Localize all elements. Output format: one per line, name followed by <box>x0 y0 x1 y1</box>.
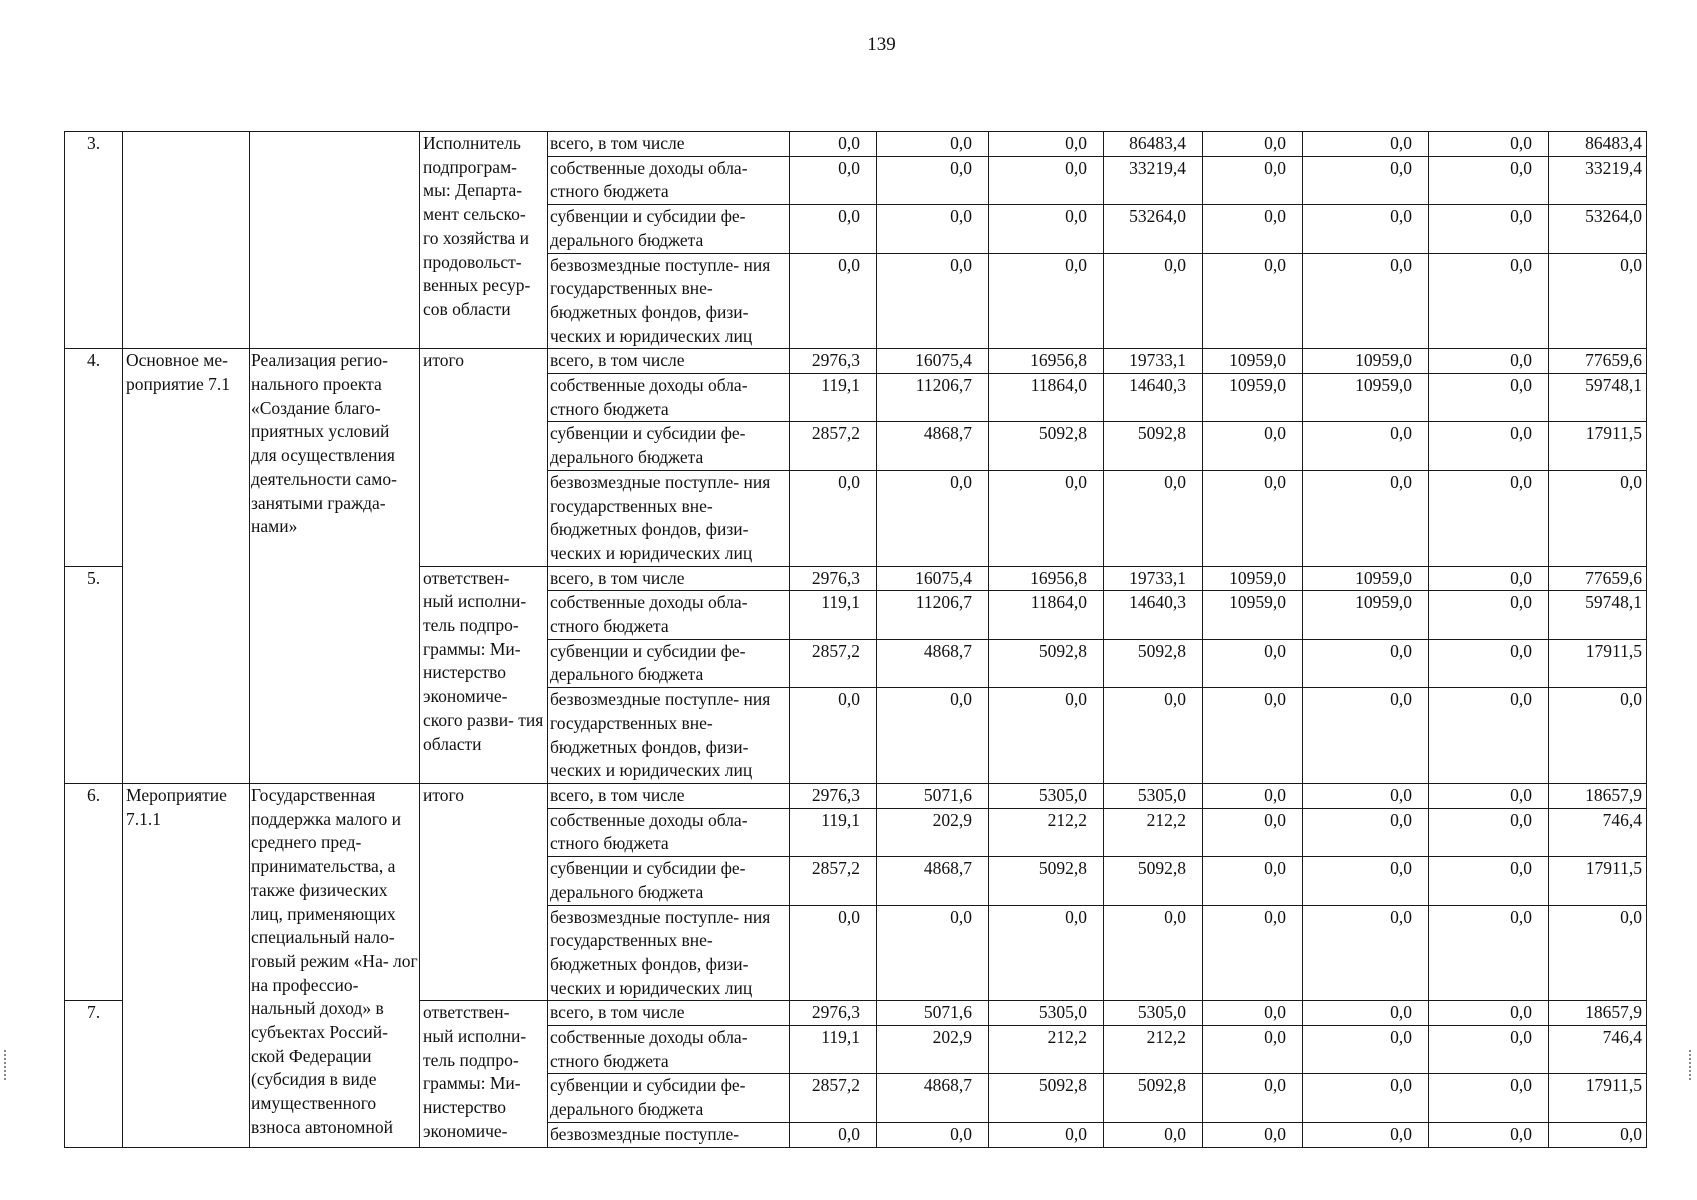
value-cell: 86483,4 <box>1549 132 1647 157</box>
value-cell: 0,0 <box>1203 1001 1303 1026</box>
value-cell: 0,0 <box>1303 422 1429 470</box>
value-cell: 5092,8 <box>1104 639 1203 687</box>
value-cell: 0,0 <box>790 470 877 566</box>
value-cell: 0,0 <box>1104 470 1203 566</box>
value-cell: 0,0 <box>877 688 989 784</box>
value-cell: 0,0 <box>1429 783 1549 808</box>
row-number: 5. <box>65 566 123 783</box>
budget-table-wrapper <box>64 131 1647 1148</box>
value-cell: 10959,0 <box>1203 566 1303 591</box>
funding-source: собственные доходы обла- стного бюджета <box>548 591 790 639</box>
funding-source: безвозмездные поступле- ния государственных вне- бюджетных фондов, физи- ческих и юридических лиц <box>548 905 790 1001</box>
value-cell: 10959,0 <box>1203 349 1303 374</box>
funding-source: собственные доходы обла- стного бюджета <box>548 156 790 204</box>
value-cell: 0,0 <box>1104 688 1203 784</box>
value-cell: 0,0 <box>1429 808 1549 856</box>
value-cell: 0,0 <box>1549 253 1647 349</box>
value-cell: 0,0 <box>1303 156 1429 204</box>
value-cell: 5092,8 <box>1104 422 1203 470</box>
value-cell: 0,0 <box>1303 1026 1429 1074</box>
value-cell: 0,0 <box>1429 1001 1549 1026</box>
value-cell: 0,0 <box>1203 1122 1303 1147</box>
value-cell: 10959,0 <box>1203 591 1303 639</box>
value-cell: 212,2 <box>1104 808 1203 856</box>
value-cell: 2976,3 <box>790 1001 877 1026</box>
value-cell: 59748,1 <box>1549 374 1647 422</box>
value-cell: 10959,0 <box>1303 591 1429 639</box>
value-cell: 77659,6 <box>1549 349 1647 374</box>
value-cell: 0,0 <box>1429 591 1549 639</box>
value-cell: 0,0 <box>1303 808 1429 856</box>
value-cell: 16956,8 <box>989 566 1104 591</box>
funding-source: собственные доходы обла- стного бюджета <box>548 808 790 856</box>
value-cell: 14640,3 <box>1104 374 1203 422</box>
value-cell: 0,0 <box>1303 857 1429 905</box>
value-cell: 0,0 <box>1429 1026 1549 1074</box>
value-cell: 0,0 <box>877 1122 989 1147</box>
value-cell: 86483,4 <box>1104 132 1203 157</box>
value-cell: 4868,7 <box>877 422 989 470</box>
measure-name: Основное ме- роприятие 7.1 <box>123 349 250 784</box>
value-cell: 0,0 <box>1429 857 1549 905</box>
value-cell: 119,1 <box>790 591 877 639</box>
value-cell: 0,0 <box>989 1122 1104 1147</box>
value-cell: 19733,1 <box>1104 566 1203 591</box>
value-cell: 0,0 <box>989 688 1104 784</box>
value-cell: 0,0 <box>1303 688 1429 784</box>
value-cell: 0,0 <box>1104 905 1203 1001</box>
value-cell: 0,0 <box>1203 808 1303 856</box>
value-cell: 16075,4 <box>877 566 989 591</box>
funding-source: субвенции и субсидии фе- дерального бюджета <box>548 857 790 905</box>
funding-source: всего, в том числе <box>548 132 790 157</box>
measure-name <box>123 132 250 349</box>
value-cell: 0,0 <box>877 132 989 157</box>
funding-source: безвозмездные поступле- ния государственных вне- бюджетных фондов, физи- ческих и юридических лиц <box>548 470 790 566</box>
value-cell: 212,2 <box>989 808 1104 856</box>
value-cell: 0,0 <box>1203 1026 1303 1074</box>
value-cell: 119,1 <box>790 1026 877 1074</box>
value-cell: 0,0 <box>877 470 989 566</box>
value-cell: 0,0 <box>877 905 989 1001</box>
executor: ответствен- ный исполни- тель подпро- граммы: Ми- нистерство экономиче- <box>420 1001 548 1147</box>
value-cell: 0,0 <box>1303 470 1429 566</box>
value-cell: 119,1 <box>790 808 877 856</box>
value-cell: 77659,6 <box>1549 566 1647 591</box>
page-number: 139 <box>867 34 896 55</box>
value-cell: 0,0 <box>989 905 1104 1001</box>
value-cell: 5092,8 <box>1104 1074 1203 1122</box>
measure-description: Реализация регио- нального проекта «Создание благо- приятных условий для осуществления деятельности само- занятыми гражда- нами» <box>250 349 420 784</box>
value-cell: 119,1 <box>790 374 877 422</box>
value-cell: 18657,9 <box>1549 783 1647 808</box>
value-cell: 11206,7 <box>877 591 989 639</box>
funding-source: субвенции и субсидии фе- дерального бюджета <box>548 1074 790 1122</box>
value-cell: 53264,0 <box>1549 205 1647 253</box>
table-body <box>65 132 1647 1148</box>
value-cell: 0,0 <box>1203 205 1303 253</box>
value-cell: 19733,1 <box>1104 349 1203 374</box>
row-number: 3. <box>65 132 123 349</box>
value-cell: 11864,0 <box>989 591 1104 639</box>
value-cell: 746,4 <box>1549 808 1647 856</box>
value-cell: 0,0 <box>1203 470 1303 566</box>
value-cell: 0,0 <box>1429 639 1549 687</box>
funding-source: безвозмездные поступле- ния государственных вне- бюджетных фондов, физи- ческих и юридических лиц <box>548 688 790 784</box>
funding-source: субвенции и субсидии фе- дерального бюджета <box>548 205 790 253</box>
value-cell: 212,2 <box>989 1026 1104 1074</box>
value-cell: 14640,3 <box>1104 591 1203 639</box>
value-cell: 5305,0 <box>1104 1001 1203 1026</box>
value-cell: 0,0 <box>1429 374 1549 422</box>
funding-source: безвозмездные поступле- <box>548 1122 790 1147</box>
value-cell: 10959,0 <box>1303 349 1429 374</box>
table-row <box>65 783 1647 808</box>
value-cell: 10959,0 <box>1203 374 1303 422</box>
value-cell: 10959,0 <box>1303 566 1429 591</box>
value-cell: 33219,4 <box>1549 156 1647 204</box>
funding-source: всего, в том числе <box>548 349 790 374</box>
value-cell: 2976,3 <box>790 349 877 374</box>
value-cell: 5092,8 <box>989 857 1104 905</box>
value-cell: 0,0 <box>1303 905 1429 1001</box>
value-cell: 5092,8 <box>989 422 1104 470</box>
value-cell: 0,0 <box>1203 1074 1303 1122</box>
value-cell: 0,0 <box>1203 857 1303 905</box>
executor: ответствен- ный исполни- тель подпро- граммы: Ми- нистерство экономиче- ского разви- тия области <box>420 566 548 783</box>
funding-source: собственные доходы обла- стного бюджета <box>548 374 790 422</box>
value-cell: 0,0 <box>989 205 1104 253</box>
value-cell: 0,0 <box>1549 905 1647 1001</box>
measure-description <box>250 132 420 349</box>
value-cell: 0,0 <box>989 253 1104 349</box>
funding-source: всего, в том числе <box>548 1001 790 1026</box>
value-cell: 5305,0 <box>1104 783 1203 808</box>
value-cell: 2976,3 <box>790 783 877 808</box>
value-cell: 0,0 <box>877 205 989 253</box>
value-cell: 5092,8 <box>989 639 1104 687</box>
value-cell: 16956,8 <box>989 349 1104 374</box>
value-cell: 0,0 <box>1429 156 1549 204</box>
value-cell: 18657,9 <box>1549 1001 1647 1026</box>
value-cell: 33219,4 <box>1104 156 1203 204</box>
value-cell: 0,0 <box>1429 132 1549 157</box>
funding-source: всего, в том числе <box>548 783 790 808</box>
value-cell: 4868,7 <box>877 1074 989 1122</box>
value-cell: 5071,6 <box>877 1001 989 1026</box>
value-cell: 0,0 <box>1203 156 1303 204</box>
value-cell: 202,9 <box>877 1026 989 1074</box>
value-cell: 0,0 <box>989 132 1104 157</box>
value-cell: 17911,5 <box>1549 857 1647 905</box>
value-cell: 0,0 <box>989 470 1104 566</box>
funding-source: субвенции и субсидии фе- дерального бюджета <box>548 639 790 687</box>
value-cell: 0,0 <box>1549 1122 1647 1147</box>
value-cell: 16075,4 <box>877 349 989 374</box>
value-cell: 0,0 <box>790 205 877 253</box>
table-row <box>65 349 1647 374</box>
value-cell: 17911,5 <box>1549 639 1647 687</box>
value-cell: 0,0 <box>1203 783 1303 808</box>
table-row <box>65 132 1647 157</box>
value-cell: 0,0 <box>1429 470 1549 566</box>
value-cell: 0,0 <box>790 132 877 157</box>
value-cell: 746,4 <box>1549 1026 1647 1074</box>
value-cell: 0,0 <box>790 156 877 204</box>
value-cell: 0,0 <box>989 156 1104 204</box>
value-cell: 0,0 <box>1303 1074 1429 1122</box>
row-number: 4. <box>65 349 123 566</box>
row-number: 6. <box>65 783 123 1000</box>
value-cell: 0,0 <box>790 1122 877 1147</box>
value-cell: 11206,7 <box>877 374 989 422</box>
value-cell: 11864,0 <box>989 374 1104 422</box>
value-cell: 0,0 <box>1429 349 1549 374</box>
row-number: 7. <box>65 1001 123 1147</box>
value-cell: 5071,6 <box>877 783 989 808</box>
executor: Исполнитель подпрограм- мы: Департа- мент сельско- го хозяйства и продовольст- венных ресур- сов области <box>420 132 548 349</box>
value-cell: 0,0 <box>790 253 877 349</box>
left-edge-mark <box>4 1050 8 1080</box>
value-cell: 5092,8 <box>1104 857 1203 905</box>
value-cell: 0,0 <box>790 688 877 784</box>
funding-source: субвенции и субсидии фе- дерального бюджета <box>548 422 790 470</box>
value-cell: 2976,3 <box>790 566 877 591</box>
value-cell: 0,0 <box>1203 639 1303 687</box>
funding-source: собственные доходы обла- стного бюджета <box>548 1026 790 1074</box>
value-cell: 0,0 <box>1429 1074 1549 1122</box>
value-cell: 0,0 <box>1303 1122 1429 1147</box>
value-cell: 2857,2 <box>790 857 877 905</box>
value-cell: 0,0 <box>1429 422 1549 470</box>
value-cell: 0,0 <box>1303 253 1429 349</box>
value-cell: 4868,7 <box>877 857 989 905</box>
funding-source: безвозмездные поступле- ния государственных вне- бюджетных фондов, физи- ческих и юридических лиц <box>548 253 790 349</box>
value-cell: 0,0 <box>1429 205 1549 253</box>
value-cell: 0,0 <box>1429 688 1549 784</box>
value-cell: 2857,2 <box>790 639 877 687</box>
value-cell: 0,0 <box>1104 253 1203 349</box>
value-cell: 0,0 <box>1203 688 1303 784</box>
value-cell: 0,0 <box>1303 1001 1429 1026</box>
value-cell: 0,0 <box>1303 132 1429 157</box>
value-cell: 5092,8 <box>989 1074 1104 1122</box>
value-cell: 10959,0 <box>1303 374 1429 422</box>
measure-name: Мероприятие 7.1.1 <box>123 783 250 1147</box>
value-cell: 0,0 <box>1429 566 1549 591</box>
value-cell: 53264,0 <box>1104 205 1203 253</box>
value-cell: 17911,5 <box>1549 422 1647 470</box>
value-cell: 0,0 <box>1303 205 1429 253</box>
value-cell: 0,0 <box>1429 253 1549 349</box>
value-cell: 0,0 <box>1303 783 1429 808</box>
measure-description: Государственная поддержка малого и среднего пред- принимательства, а также физических лиц, применяющих специальный нало- говый режим «На- лог на профессио- нальный доход» в субъектах Россий- ской Федерации (субсидия в виде имущественного взноса автономной <box>250 783 420 1147</box>
value-cell: 2857,2 <box>790 422 877 470</box>
executor: итого <box>420 349 548 566</box>
value-cell: 0,0 <box>1203 905 1303 1001</box>
value-cell: 0,0 <box>1203 422 1303 470</box>
value-cell: 2857,2 <box>790 1074 877 1122</box>
value-cell: 5305,0 <box>989 783 1104 808</box>
value-cell: 0,0 <box>1104 1122 1203 1147</box>
value-cell: 0,0 <box>790 905 877 1001</box>
value-cell: 0,0 <box>1429 1122 1549 1147</box>
executor: итого <box>420 783 548 1000</box>
value-cell: 0,0 <box>1303 639 1429 687</box>
value-cell: 0,0 <box>1549 470 1647 566</box>
value-cell: 0,0 <box>1549 688 1647 784</box>
value-cell: 17911,5 <box>1549 1074 1647 1122</box>
value-cell: 0,0 <box>1203 253 1303 349</box>
value-cell: 59748,1 <box>1549 591 1647 639</box>
value-cell: 202,9 <box>877 808 989 856</box>
value-cell: 0,0 <box>1429 905 1549 1001</box>
budget-table <box>64 131 1647 1148</box>
value-cell: 4868,7 <box>877 639 989 687</box>
value-cell: 212,2 <box>1104 1026 1203 1074</box>
right-edge-mark <box>1689 1050 1693 1080</box>
value-cell: 0,0 <box>1203 132 1303 157</box>
funding-source: всего, в том числе <box>548 566 790 591</box>
value-cell: 5305,0 <box>989 1001 1104 1026</box>
value-cell: 0,0 <box>877 253 989 349</box>
value-cell: 0,0 <box>877 156 989 204</box>
